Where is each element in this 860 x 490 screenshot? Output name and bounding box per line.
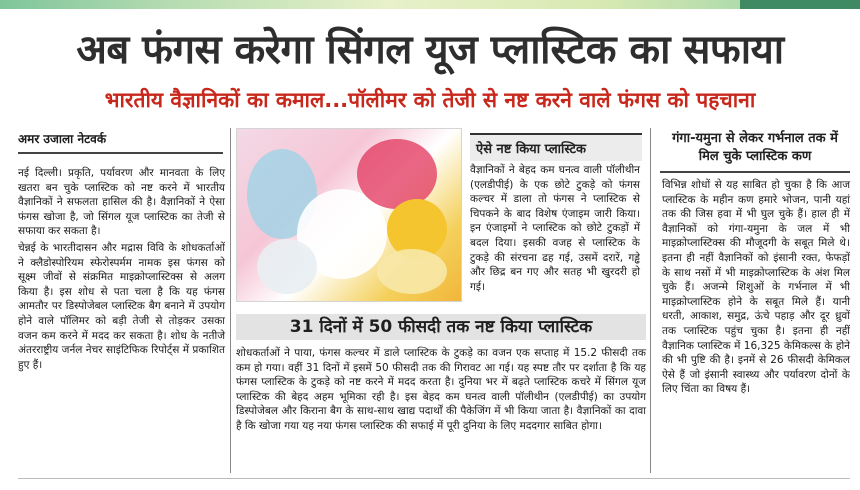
right-column-text: विभिन्न शोधों से यह साबित हो चुका है कि आज प्लास्टिक के महीन कण हमारे भोजन, पानी यहां तक की जिस हवा में भी घुल चुके हैं। हाल ही में वैज्ञानिकों को गंगा-यमुना के जल में भी माइक्रोप्लास्टिक्स की मौजूदगी के सबूत मिले थे। इतना ही नहीं वैज्ञानिकों को इंसानी रक्त, फेफड़ों के साथ नसों में भी माइक्रोप्लास्टिक के अंश मिल चुके हैं। अजन्मे शिशुओं के गर्भनाल में भी माइक्रोप्लास्टिक होने के सबूत मिले हैं। यानी धरती, आकाश, समुद्र, ऊंचे पहाड़ और दूर ध्रुवों तक प्लास्टिक पहुंच चुका है। इतना ही नहीं वैज्ञानिक प्लास्टिक में 16,325 केमिकल्स के होने की भी पुष्टि की है। इनमें से 26 फीसदी केमिकल ऐसे हैं जो इंसानी स्वास्थ्य और पर्यावरण दोनों के लिए चिंता का विषय हैं। bbox=[662, 179, 850, 396]
subheadline: भारतीय वैज्ञानिकों का कमाल...पॉलीमर को तेजी से नष्ट करने वाले फंगस को पहचाना bbox=[104, 88, 756, 112]
left-paragraph: नई दिल्ली। प्रकृति, पर्यावरण और मानवता के लिए खतरा बन चुके प्लास्टिक को नष्ट करने में भारतीय वैज्ञानिकों ने सफलता हासिल की है। वैज्ञानिकों ने ऐसा फंगस खोजा है, जो सिंगल यूज प्लास्टिक का तेजी से सफाया कर सकता है। bbox=[18, 167, 225, 238]
section-band-text: शोधकर्ताओं ने पाया, फंगस कल्चर में डाले प्लास्टिक के टुकड़े का वजन एक सप्ताह में 15.2 फीसदी तक कम हो गया। वहीं 31 दिनों में इसमें 50 फीसदी तक की गिरावट आ गई। यह स्पष्ट तौर पर दर्शाता है कि यह फंगस प्लास्टिक के टुकड़े को नष्ट करने में मदद करता है। दुनिया भर में बढ़ते प्लास्टिक कचरे में सिंगल यूज प्लास्टिक की बेहद अहम भूमिका रही है। इस बेहद कम घनत्व वाली पॉलीथीन (एलडीपीई) का उपयोग डिस्पोजेबल और किराना बैग के साथ-साथ खाद्य पदार्थों की पैकेजिंग में भी किया जाता है। वैज्ञानिकों का दावा है कि खोजा गया यह नया फंगस प्लास्टिक की सफाई में पूरी दुनिया के लिए मददगार साबित होगा। bbox=[236, 347, 646, 432]
bottom-rule bbox=[18, 478, 850, 479]
section-band-title: 31 दिनों में 50 फीसदी तक नष्ट किया प्लास्टिक bbox=[236, 314, 646, 340]
byline: अमर उजाला नेटवर्क bbox=[18, 130, 223, 154]
column-divider bbox=[230, 128, 231, 473]
top-decorative-bar-accent bbox=[740, 0, 860, 9]
plastic-waste-photo bbox=[236, 128, 462, 302]
top-decorative-bar bbox=[0, 0, 860, 9]
box-title: ऐसे नष्ट किया प्लास्टिक bbox=[470, 133, 642, 161]
left-column bbox=[18, 166, 225, 374]
headline: अब फंगस करेगा सिंगल यूज प्लास्टिक का सफाया bbox=[76, 27, 784, 73]
column-divider bbox=[650, 128, 651, 473]
box-text: वैज्ञानिकों ने बेहद कम घनत्व वाली पॉलीथीन (एलडीपीई) के एक छोटे टुकड़े को फंगस कल्चर में डाला तो फंगस ने प्लास्टिक से चिपकने के बाद विशेष एंजाइम जारी किया। इन एंजाइमों ने प्लास्टिक को छोटे टुकड़ों में बदल दिया। इसकी वजह से प्लास्टिक के टुकड़े की संरचना ढह गई, उसमें दरारें, गड्ढे और छिद्र बन गए और सतह भी खुरदरी हो गई। bbox=[470, 164, 640, 293]
left-paragraph: चेन्नई के भारतीदासन और मद्रास विवि के शोधकर्ताओं ने क्लैडोस्पोरियम स्फेरोस्पर्मम नामक इस फंगस को सूक्ष्म जीवों से संक्रमित माइक्रोप्लास्टिक्स से अलग किया है। इस शोध से पता चला है कि यह फंगस आमतौर पर डिस्पोजेबल प्लास्टिक बैग बनाने में उपयोग होने वाले पॉलिमर को बड़ी तेजी से तोड़कर उसका वजन कम करने में मदद कर सकता है। शोध के नतीजे अंतरराष्ट्रीय जर्नल नेचर साइंटिफिक रिपोर्ट्स में प्रकाशित हुए हैं। bbox=[18, 241, 225, 371]
right-column-title: गंगा-यमुना से लेकर गर्भनाल तक में मिल चुके प्लास्टिक कण bbox=[660, 130, 850, 173]
